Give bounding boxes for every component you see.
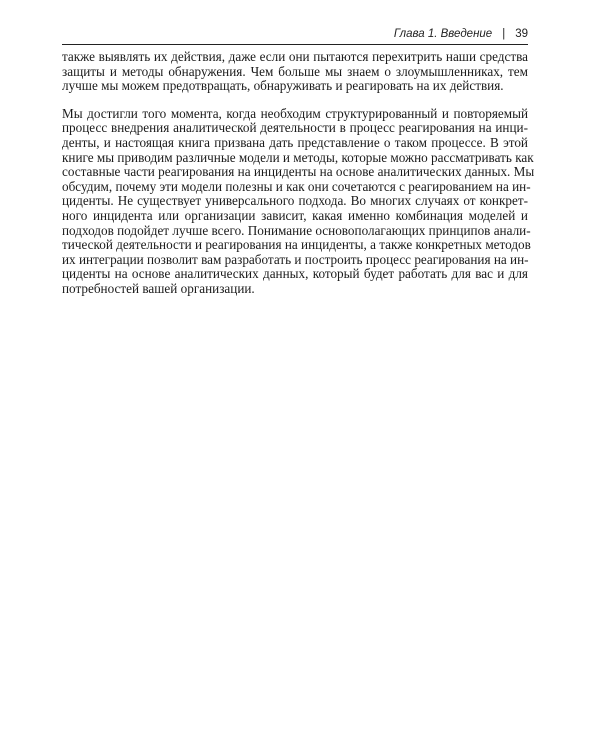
text-line: составные части реагирования на инциденты на основе аналитических данных. Мы xyxy=(62,164,535,180)
text-line: также выявлять их действия, даже если они пытаются перехитрить наши средства xyxy=(62,49,528,64)
text-line: лучше мы можем предотвращать, обнаруживать и реагировать на их действия. xyxy=(62,78,504,94)
text-line: Мы достигли того момента, когда необходим структурированный и повторяемый xyxy=(62,105,528,121)
text-line: обсудим, почему эти модели полезны и как они сочетаются с реагированием на ин- xyxy=(62,178,531,194)
header-separator: | xyxy=(502,28,506,40)
text-line: потребностей вашей организации. xyxy=(62,280,255,296)
text-line: ного инцидента или организации зависит, какая именно комбинация моделей и xyxy=(62,207,528,223)
page-number: 39 xyxy=(515,28,528,40)
text-line: подходов подойдет лучше всего. Понимание основополагающих принципов анали- xyxy=(62,222,531,238)
paragraph xyxy=(62,105,535,297)
paragraph xyxy=(62,50,528,94)
chapter-title: Глава 1. Введение xyxy=(393,28,493,40)
running-header xyxy=(62,28,528,45)
text-line: тической деятельности и реагирования на инциденты, а также конкретных методов xyxy=(62,237,531,253)
text-line: денты, и настоящая книга призвана дать представление о таком процессе. В этой xyxy=(62,134,528,150)
page-body xyxy=(62,49,535,310)
text-line: их интеграции позволит вам разработать и построить процесс реагирования на ин- xyxy=(62,251,529,267)
text-line: книге мы приводим различные модели и методы, которые можно рассматривать как xyxy=(62,149,534,165)
text-line: процесс внедрения аналитической деятельности в процесс реагирования на инци- xyxy=(62,120,528,136)
text-line: циденты. Не существует универсального подхода. Во многих случаях от конкрет- xyxy=(62,193,528,209)
text-line: циденты на основе аналитических данных, который будет работать для вас и для xyxy=(62,266,528,282)
text-line: защиты и методы обнаружения. Чем больше мы знаем о злоумышленниках, тем xyxy=(62,63,528,79)
